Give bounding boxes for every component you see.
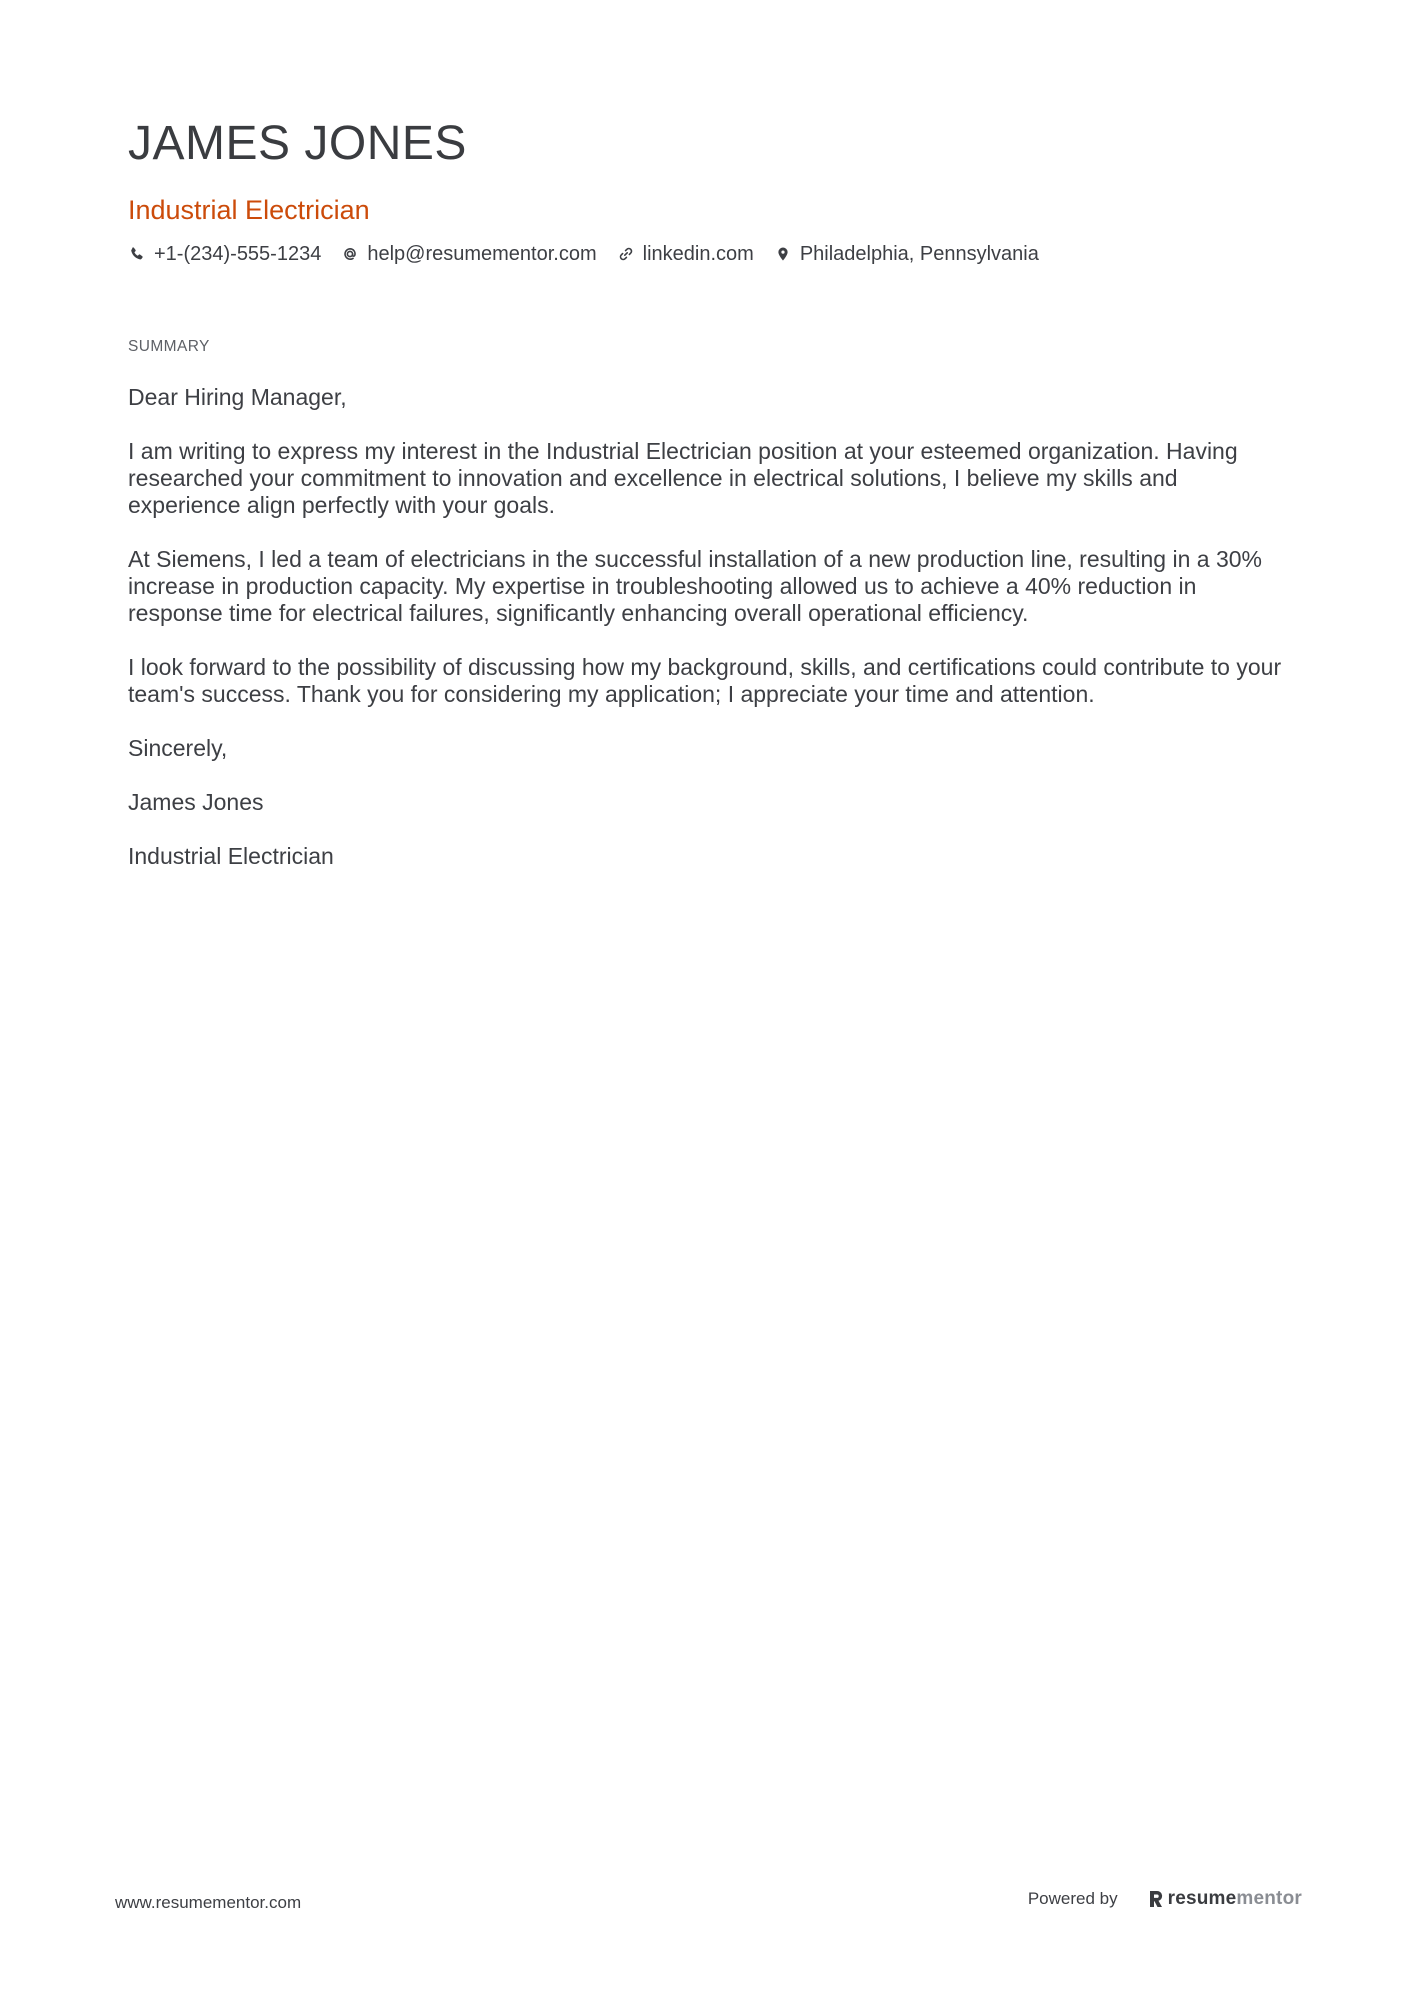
website-text[interactable]: linkedin.com	[642, 243, 754, 265]
signature-title: Industrial Electrician	[128, 843, 334, 869]
at-icon	[341, 245, 359, 263]
contact-phone	[128, 240, 321, 268]
brand-logo[interactable]	[1148, 1888, 1302, 1910]
powered-by-label: Powered by	[1027, 1889, 1118, 1908]
footer-website[interactable]: www.resumementor.com	[115, 1893, 302, 1912]
resumementor-logo-icon	[1148, 1889, 1164, 1909]
phone-text[interactable]: +1-(234)-555-1234	[154, 243, 322, 265]
contact-location	[774, 240, 1039, 268]
contact-email	[341, 240, 596, 268]
signature-name: James Jones	[128, 789, 264, 815]
email-text[interactable]: help@resumementor.com	[367, 243, 597, 265]
paragraph-1: I am writing to express my interest in the Industrial Electrician position at your esteemed organization. Having researched your commitment to innovation and excellence in electrical solutions, I believe my skills and experience align perfectly with your goals.	[128, 438, 1238, 518]
paragraph-2: At Siemens, I led a team of electricians in the successful installation of a new production line, resulting in a 30% increase in production capacity. My expertise in troubleshooting allowed us to achieve a 40% reduction in response time for electrical failures, significantly enhancing overall operational efficiency.	[128, 546, 1262, 626]
job-title: Industrial Electrician	[128, 195, 370, 225]
candidate-name: JAMES JONES	[128, 117, 467, 170]
closing: Sincerely,	[128, 735, 228, 761]
letter-body	[128, 384, 1288, 897]
location-pin-icon	[774, 245, 792, 263]
contact-website	[617, 240, 754, 268]
brand-name-part1: resume	[1167, 1888, 1237, 1909]
location-text: Philadelphia, Pennsylvania	[799, 243, 1039, 265]
footer-branding	[1028, 1888, 1302, 1910]
phone-icon	[128, 245, 146, 263]
brand-name-part2: mentor	[1236, 1888, 1302, 1909]
paragraph-3: I look forward to the possibility of discussing how my background, skills, and certifications could contribute to your team's success. Thank you for considering my application; I appreciate your time and attention.	[128, 654, 1282, 707]
greeting: Dear Hiring Manager,	[128, 384, 347, 410]
summary-heading: SUMMARY	[128, 338, 210, 355]
contact-row	[128, 240, 1288, 268]
link-icon	[617, 245, 635, 263]
header	[128, 112, 1288, 268]
